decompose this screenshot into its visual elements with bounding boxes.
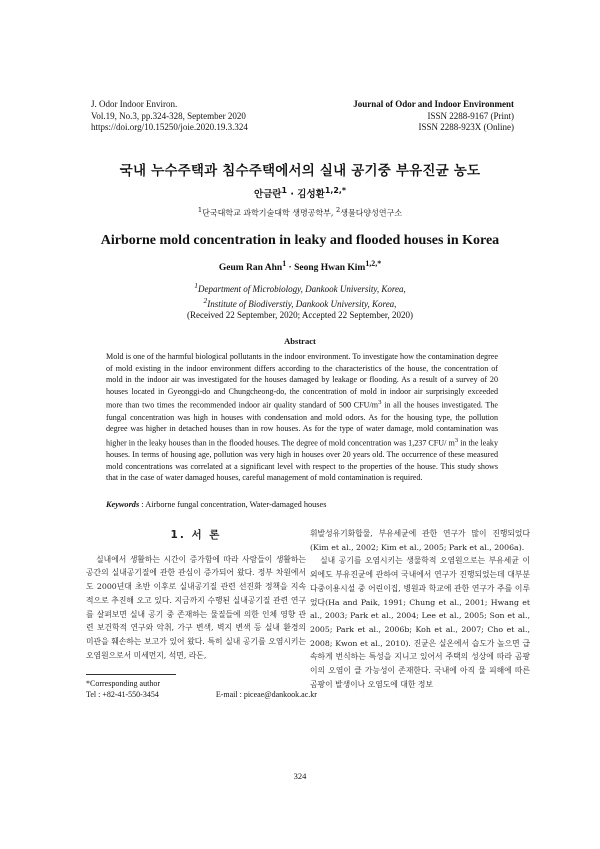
- affiliation-text: 단국대학교 과학기술대학 생명공학부,: [202, 208, 334, 218]
- volume-info: Vol.19, No.3, pp.324-328, September 2020: [91, 110, 246, 121]
- affiliation-text: Department of Microbiology, Dankook University, Korea,: [197, 284, 406, 294]
- abstract-body: [106, 351, 498, 484]
- abstract-heading: Abstract: [284, 336, 316, 346]
- english-affiliations: [0, 280, 600, 310]
- journal-header: [353, 99, 514, 134]
- issn-online: ISSN 2288-923X (Online): [418, 122, 514, 132]
- affiliation-text: 생물다양성연구소: [340, 208, 403, 218]
- footnote-divider: [86, 674, 176, 675]
- corresponding-author-footnote: [86, 679, 317, 700]
- body-paragraph: 휘발성유기화합물, 부유세균에 관한 연구가 많이 진행되었다(Kim et al., 2002; Kim et al., 2005; Park et al., 2006a).: [310, 529, 530, 552]
- author-separator: ·: [286, 263, 295, 274]
- doi-link[interactable]: https://doi.org/10.15250/joie.2020.19.3.324: [91, 122, 248, 132]
- english-title: Airborne mold concentration in leaky and flooded houses in Korea: [100, 233, 500, 248]
- author-separator: ·: [287, 189, 298, 201]
- author-name: 김성환: [297, 189, 325, 201]
- affiliation-superscript: 2: [203, 296, 208, 305]
- email-address[interactable]: E-mail : piceae@dankook.ac.kr: [215, 689, 317, 699]
- right-column: [310, 527, 530, 691]
- author-superscript: 1,2,*: [324, 186, 346, 195]
- issn-print: ISSN 2288-9167 (Print): [427, 110, 514, 121]
- unit-superscript: 3: [454, 436, 459, 444]
- korean-affiliations: [0, 206, 600, 219]
- english-authors: [0, 259, 600, 273]
- left-column: [86, 527, 306, 662]
- citation-header: [91, 99, 248, 134]
- body-paragraph: 실내 공기를 오염시키는 생물학적 오염원으로는 부유세균 이외에도 부유진균에 관하여 국내에서 연구가 진행되었는데 대부분 다중이용시설 중 어린이집, 병원과 학교에 관한 연구가 주를 이루었다(Ha and Paik, 1991; Chung et al., 2001; Hwang et al., 2003; Park et al., 2004; Lee et al., 2005; Son et al., 2005; Park et al., 2006b; Koh et al., 2007; Cho et al., 2008; Kwon et al., 2010). 진균은 실온에서 습도가 높으면 급속하게 번식하는 특성을 지니고 있어서 주택의 성상에 따라 곰팡이의 오염이 클 가능성이 존재한다. 국내에 아직 물 피해에 따른 곰팡이 발생이나 오염도에 대한 정보: [310, 556, 530, 689]
- author-name: 안금란: [254, 189, 282, 201]
- keywords-text: : Airborne fungal concentration, Water-damaged houses: [139, 500, 327, 509]
- section-heading: 1. 서 론: [170, 529, 222, 541]
- unit-superscript: 3: [378, 399, 382, 407]
- affiliation-superscript: 1: [197, 206, 203, 214]
- received-dates: (Received 22 September, 2020; Accepted 22 September, 2020): [187, 310, 413, 320]
- body-paragraph: 실내에서 생활하는 시간이 증가함에 따라 사람들이 생활하는 공간의 실내공기질에 관한 관심이 증가되어 왔다. 정부 차원에서도 2000년대 초반 이후로 실내공기질 관련 선진화 정책을 지속적으로 추진해 오고 있다. 지금까지 수행된 실내공기질 관련 연구를 살펴보면 실내 공기 중 존재하는 물질들에 의한 인체 영향 관련 보건학적 연구와 악취, 가구 변색, 벽지 변색 등 실내 환경의 미관을 훼손하는 보고가 있어 왔다. 특히 실내 공기를 오염시키는 오염원으로서 미세먼지, 석면, 라돈,: [86, 554, 306, 660]
- journal-name: Journal of Odor and Indoor Environment: [353, 99, 514, 109]
- korean-authors: [0, 186, 600, 200]
- korean-title: 국내 누수주택과 침수주택에서의 실내 공기중 부유진균 농도: [119, 163, 481, 179]
- abstract-text: Mold is one of the harmful biological pollutants in the indoor environment. To investigate how the contamination degree of mold existing in the indoor environment differs according to the characteristics of the house, the concentration of mold in the indoor air was investigated for the houses damaged by leakage or flooding. As a result of a survey of 20 houses located in Gyeonggi-do and Chungcheong-do, the concentration of mold in indoor air surprisingly exceeded more than two times the recommended indoor air quality standard of 500 CFU/m: [106, 352, 498, 411]
- corresponding-label: *Corresponding author: [86, 679, 160, 688]
- affiliation-text: Institute of Biodiverstiy, Dankook University, Korea,: [207, 299, 397, 309]
- journal-abbrev: J. Odor Indoor Environ.: [91, 99, 178, 109]
- abstract-text: in the leaky houses. In terms of housing age, pollution was very high in houses over 20 years old. The occurrence of these measured mold concentrations was correlated at a significant level with respect to the properties of the house. This study shows that in the case of water damaged houses, careful management of mold contamination is required.: [106, 438, 499, 483]
- author-superscript: 1: [282, 259, 287, 268]
- keywords-label: Keywords: [106, 500, 140, 509]
- keywords: [106, 500, 498, 509]
- author-superscript: 1,2,*: [365, 259, 382, 268]
- author-name: Seong Hwan Kim: [294, 263, 366, 274]
- affiliation-superscript: 1: [194, 281, 198, 290]
- author-name: Geum Ran Ahn: [218, 263, 283, 274]
- affiliation-superscript: 2: [336, 206, 341, 214]
- phone-number: Tel : +82-41-550-3454: [86, 689, 159, 699]
- abstract-text: in all the houses investigated. The fungal concentration was high in houses with condensation and mold odors. As for the housing type, the pollution degree was higher in detached houses than in row houses. As for the type of water damage, mold contamination was higher in the leaky houses than in the flooded houses. The degree of mold concentration was 1,237 CFU/ m: [106, 401, 498, 448]
- page-number: 324: [293, 771, 307, 781]
- author-superscript: 1: [281, 186, 288, 195]
